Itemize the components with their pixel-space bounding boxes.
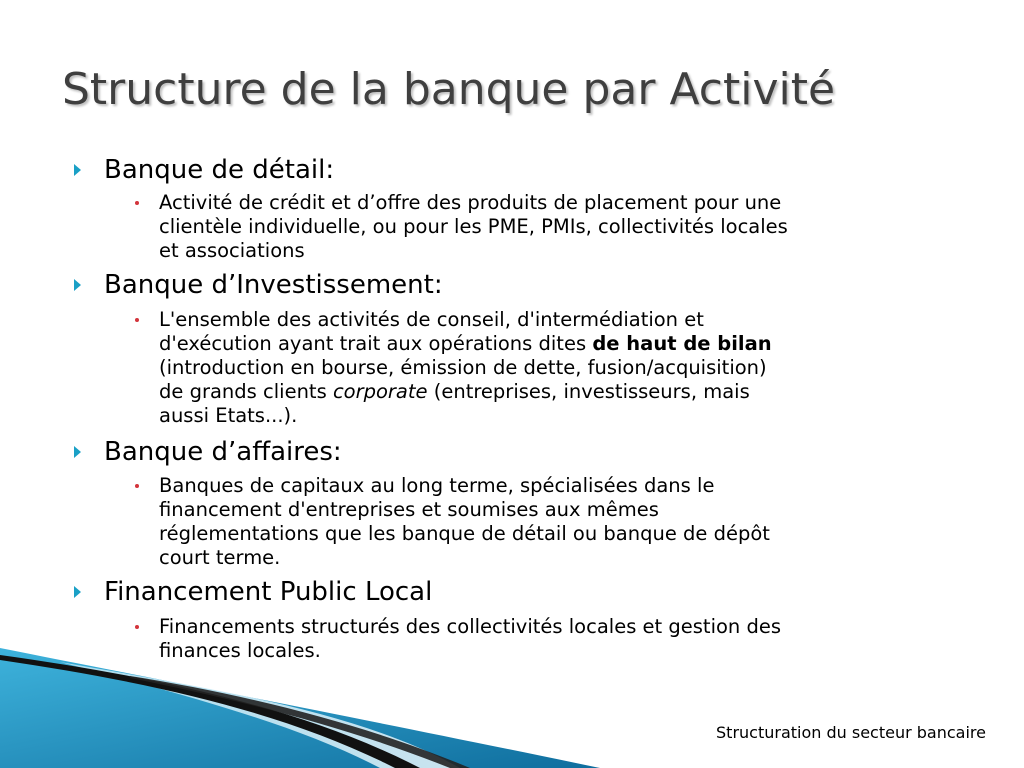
text-line: financement d'entreprises et soumises aux mêmes: [159, 498, 659, 521]
triangle-bullet-icon: [74, 164, 81, 176]
text-line: et associations: [159, 239, 305, 262]
text-line: aussi Etats...).: [159, 404, 298, 427]
swoosh-blue-shape: [0, 648, 600, 768]
text-line: (introduction en bourse, émission de dette, fusion/acquisition): [159, 356, 767, 379]
text-line: L'ensemble des activités de conseil, d'intermédiation et: [159, 308, 704, 331]
sub-bullet-text: [159, 615, 959, 663]
text-line: Financements structurés des collectivités locales et gestion des: [159, 615, 782, 638]
slide-title: Structure de la banque par Activité: [62, 64, 836, 115]
text-run: de grands clients: [159, 380, 333, 403]
text-line: court terme.: [159, 546, 281, 569]
text-line: [159, 332, 959, 356]
dot-bullet-icon: [135, 625, 139, 629]
text-line: [159, 380, 959, 404]
dot-bullet-icon: [135, 318, 139, 322]
slide-footer: Structuration du secteur bancaire: [716, 723, 986, 742]
text-line: Activité de crédit et d’offre des produits de placement pour une: [159, 191, 782, 214]
triangle-bullet-icon: [74, 279, 81, 291]
text-line: réglementations que les banque de détail ou banque de dépôt: [159, 522, 770, 545]
bullet-heading: Banque de détail:: [104, 155, 335, 185]
triangle-bullet-icon: [74, 446, 81, 458]
sub-bullet-text: [159, 308, 959, 428]
bold-term: de haut de bilan: [592, 332, 772, 355]
dot-bullet-icon: [135, 201, 139, 205]
text-line: clientèle individuelle, ou pour les PME, PMIs, collectivités locales: [159, 215, 788, 238]
text-run: (entreprises, investisseurs, mais: [427, 380, 750, 403]
bullet-heading: Banque d’affaires:: [104, 437, 342, 467]
bullet-heading: Financement Public Local: [104, 577, 433, 607]
bullet-heading: Banque d’Investissement:: [104, 270, 443, 300]
dot-bullet-icon: [135, 484, 139, 488]
triangle-bullet-icon: [74, 586, 81, 598]
sub-bullet-text: [159, 474, 959, 570]
text-line: Banques de capitaux au long terme, spécialisées dans le: [159, 474, 715, 497]
italic-term: corporate: [332, 380, 428, 403]
text-run: d'exécution ayant trait aux opérations dites: [159, 332, 593, 355]
sub-bullet-text: [159, 191, 959, 263]
text-line: finances locales.: [159, 639, 321, 662]
